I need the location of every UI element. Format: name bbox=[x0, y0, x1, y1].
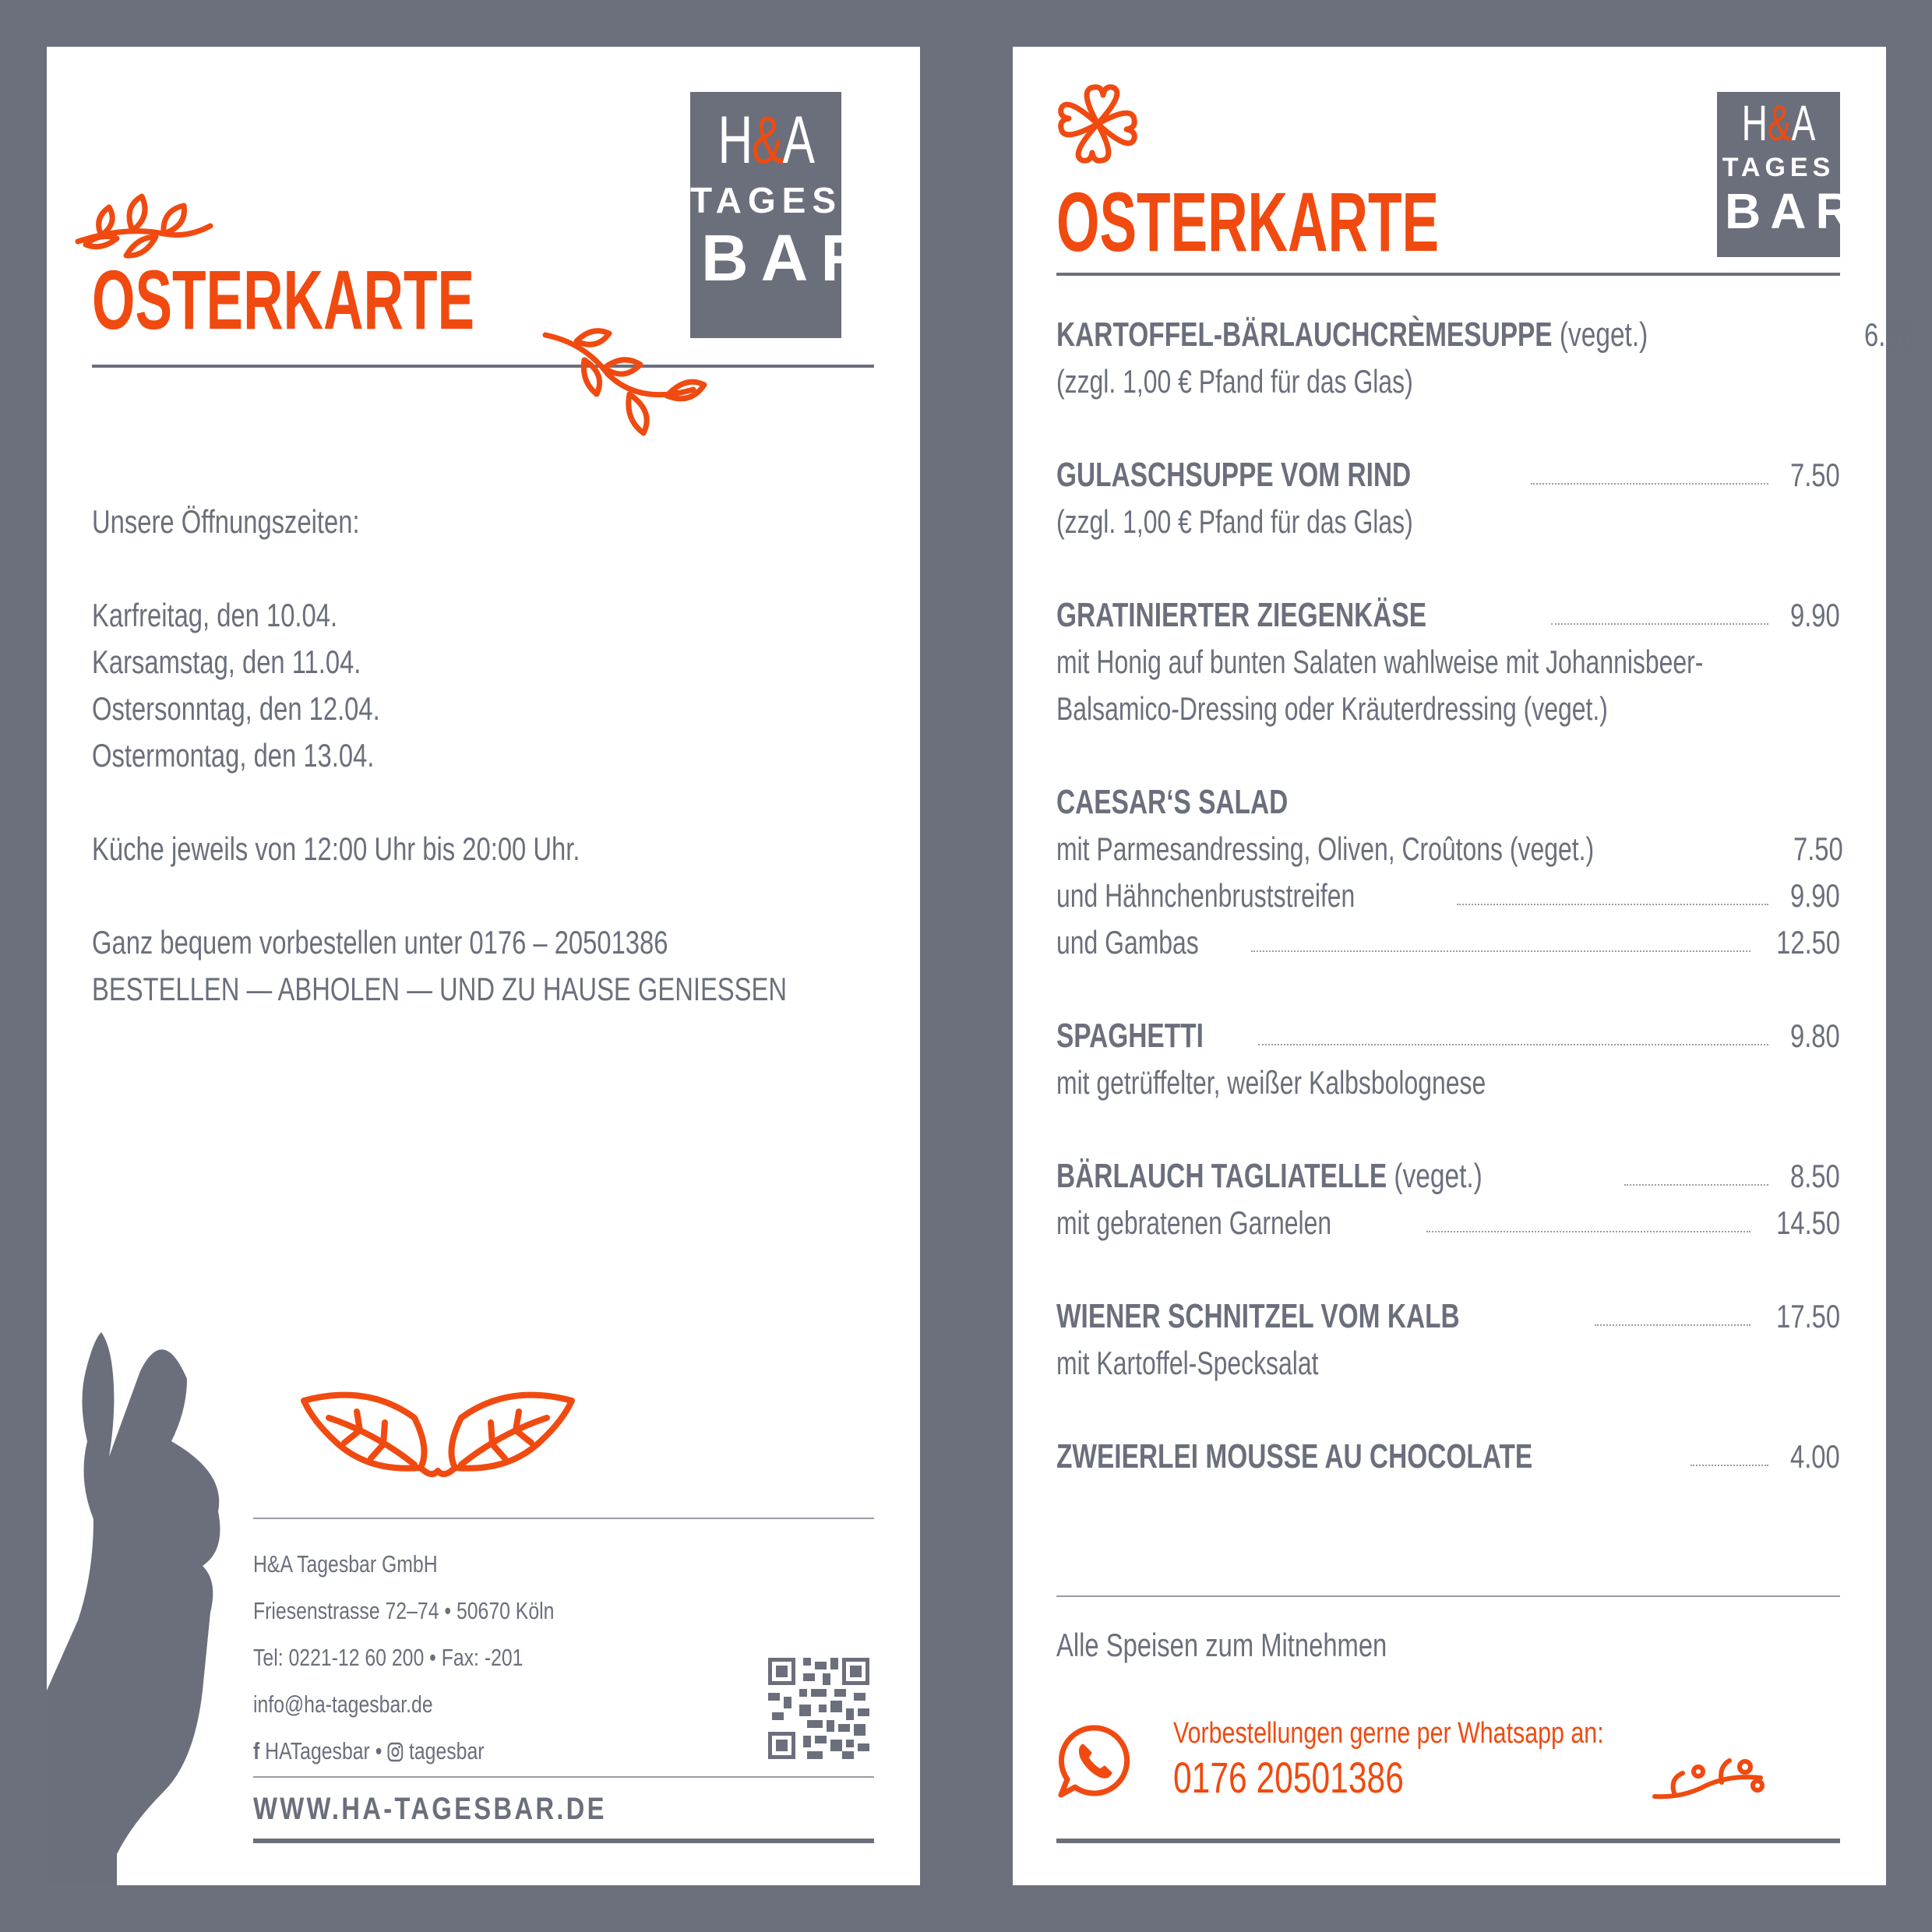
dish-name: SPAGHETTI bbox=[1056, 1017, 1204, 1055]
dish-price: 17.50 bbox=[1776, 1298, 1840, 1334]
whatsapp-label: Vorbestellungen gerne per Whatsapp an: bbox=[1173, 1717, 1604, 1750]
website-divider bbox=[253, 1776, 874, 1778]
logo: H&A TAGES BAR bbox=[1717, 92, 1840, 257]
whatsapp-info bbox=[1173, 1714, 1712, 1803]
bottom-rule bbox=[1056, 1839, 1840, 1843]
menu-item bbox=[1056, 1293, 1840, 1387]
sprig-icon bbox=[538, 319, 717, 460]
dish-description: Balsamico-Dressing oder Kräuterdressing (veget.) bbox=[1056, 690, 1608, 727]
dish-name: BÄRLAUCH TAGLIATELLE bbox=[1056, 1157, 1387, 1195]
opening-hours-text bbox=[92, 499, 879, 1013]
dish-description: (zzgl. 1,00 € Pfand für das Glas) bbox=[1056, 503, 1413, 540]
hours-line: Karsamstag, den 11.04. bbox=[92, 643, 361, 680]
left-panel bbox=[47, 47, 920, 1885]
menu-item: BÄRLAUCH TAGLIATELLE (veget.) 8.50 mit gebratenen Garnelen 14.50 bbox=[1056, 1153, 1840, 1246]
qr-code[interactable] bbox=[768, 1658, 869, 1759]
instagram-icon bbox=[387, 1742, 404, 1762]
dish-name: GRATINIERTER ZIEGENKÄSE bbox=[1056, 596, 1427, 634]
company-name: H&A Tagesbar GmbH bbox=[253, 1550, 438, 1578]
dish-description: und Gambas bbox=[1056, 924, 1199, 961]
website-link[interactable]: WWW.HA-TAGESBAR.DE bbox=[253, 1792, 607, 1826]
dish-price: 8.50 bbox=[1790, 1158, 1840, 1194]
menu-item: KARTOFFEL-BÄRLAUCHCRÈMESUPPE (veget.) 6.50 (zzgl. 1,00 € Pfand für das Glas) bbox=[1056, 312, 1840, 405]
dish-description: mit Parmesandressing, Oliven, Croûtons (veget.) bbox=[1056, 830, 1595, 867]
dish-price: 4.00 bbox=[1790, 1438, 1840, 1475]
dish-name: KARTOFFEL-BÄRLAUCHCRÈMESUPPE bbox=[1056, 316, 1553, 354]
hours-line: Ostersonntag, den 12.04. bbox=[92, 690, 380, 727]
dish-description: mit Kartoffel-Specksalat bbox=[1056, 1345, 1319, 1381]
dish-price: 6.50 bbox=[1864, 316, 1914, 353]
menu-item bbox=[1056, 452, 1840, 545]
preorder-line: Ganz bequem vorbestellen unter 0176 – 20501386 bbox=[92, 924, 668, 961]
leaves-icon bbox=[298, 1387, 578, 1488]
dish-price: 12.50 bbox=[1776, 924, 1840, 961]
left-title: OSTERKARTE bbox=[92, 252, 475, 347]
slogan-line: BESTELLEN — ABHOLEN — UND ZU HAUSE GENIESSEN bbox=[92, 971, 788, 1007]
right-panel bbox=[1013, 47, 1914, 1885]
whatsapp-number[interactable]: 0176 20501386 bbox=[1173, 1753, 1404, 1802]
dish-name: CAESAR‘S SALAD bbox=[1056, 783, 1289, 821]
title-rule bbox=[1056, 273, 1840, 276]
kitchen-hours: Küche jeweils von 12:00 Uhr bis 20:00 Uhr. bbox=[92, 830, 580, 867]
opening-hours-heading: Unsere Öffnungszeiten: bbox=[92, 503, 360, 540]
title-rule bbox=[92, 365, 874, 368]
swirl-icon bbox=[1652, 1751, 1768, 1806]
dish-description: mit Honig auf bunten Salaten wahlweise mit Johannisbeer- bbox=[1056, 643, 1704, 680]
dish-price: 9.80 bbox=[1790, 1017, 1840, 1054]
dish-name: WIENER SCHNITZEL VOM KALB bbox=[1056, 1297, 1460, 1335]
dish-price: 7.50 bbox=[1790, 457, 1840, 493]
instagram-handle[interactable]: tagesbar bbox=[408, 1737, 485, 1765]
dish-price: 7.50 bbox=[1793, 830, 1843, 867]
whatsapp-icon[interactable] bbox=[1056, 1722, 1134, 1800]
dish-description: und Hähnchenbruststreifen bbox=[1056, 877, 1356, 914]
social-links: f HATagesbar • tagesbar bbox=[253, 1737, 485, 1765]
dish-price: 9.90 bbox=[1790, 877, 1840, 914]
clover-icon bbox=[1055, 81, 1141, 167]
bunny-silhouette bbox=[47, 1324, 273, 1885]
dish-description: mit gebratenen Garnelen bbox=[1056, 1204, 1332, 1241]
hours-line: Karfreitag, den 10.04. bbox=[92, 597, 338, 633]
dish-price: 14.50 bbox=[1776, 1204, 1840, 1241]
facebook-handle[interactable]: HATagesbar bbox=[265, 1737, 370, 1765]
dish-description: (zzgl. 1,00 € Pfand für das Glas) bbox=[1056, 363, 1413, 400]
contact-info bbox=[253, 1541, 629, 1775]
menu-item bbox=[1056, 1013, 1840, 1106]
bottom-rule bbox=[253, 1839, 874, 1843]
menu-item bbox=[1056, 779, 1843, 966]
right-title: OSTERKARTE bbox=[1056, 175, 1440, 269]
email-link[interactable]: info@ha-tagesbar.de bbox=[253, 1690, 433, 1718]
dish-name: ZWEIERLEI MOUSSE AU CHOCOLATE bbox=[1056, 1437, 1533, 1475]
footer-divider bbox=[1056, 1595, 1840, 1597]
dish-name: GULASCHSUPPE VOM RIND bbox=[1056, 456, 1412, 494]
facebook-icon: f bbox=[253, 1737, 260, 1765]
contact-divider bbox=[253, 1518, 874, 1519]
dish-price: 9.90 bbox=[1790, 597, 1840, 633]
menu-item bbox=[1056, 1433, 1840, 1480]
takeaway-note: Alle Speisen zum Mitnehmen bbox=[1056, 1627, 1387, 1663]
phone-fax: Tel: 0221-12 60 200 • Fax: -201 bbox=[253, 1644, 524, 1671]
menu-item bbox=[1056, 592, 1840, 732]
logo: H&A TAGES BAR bbox=[690, 92, 841, 338]
address: Friesenstrasse 72–74 • 50670 Köln bbox=[253, 1597, 555, 1624]
hours-line: Ostermontag, den 13.04. bbox=[92, 737, 375, 774]
dish-description: mit getrüffelter, weißer Kalbsbolognese bbox=[1056, 1064, 1486, 1101]
